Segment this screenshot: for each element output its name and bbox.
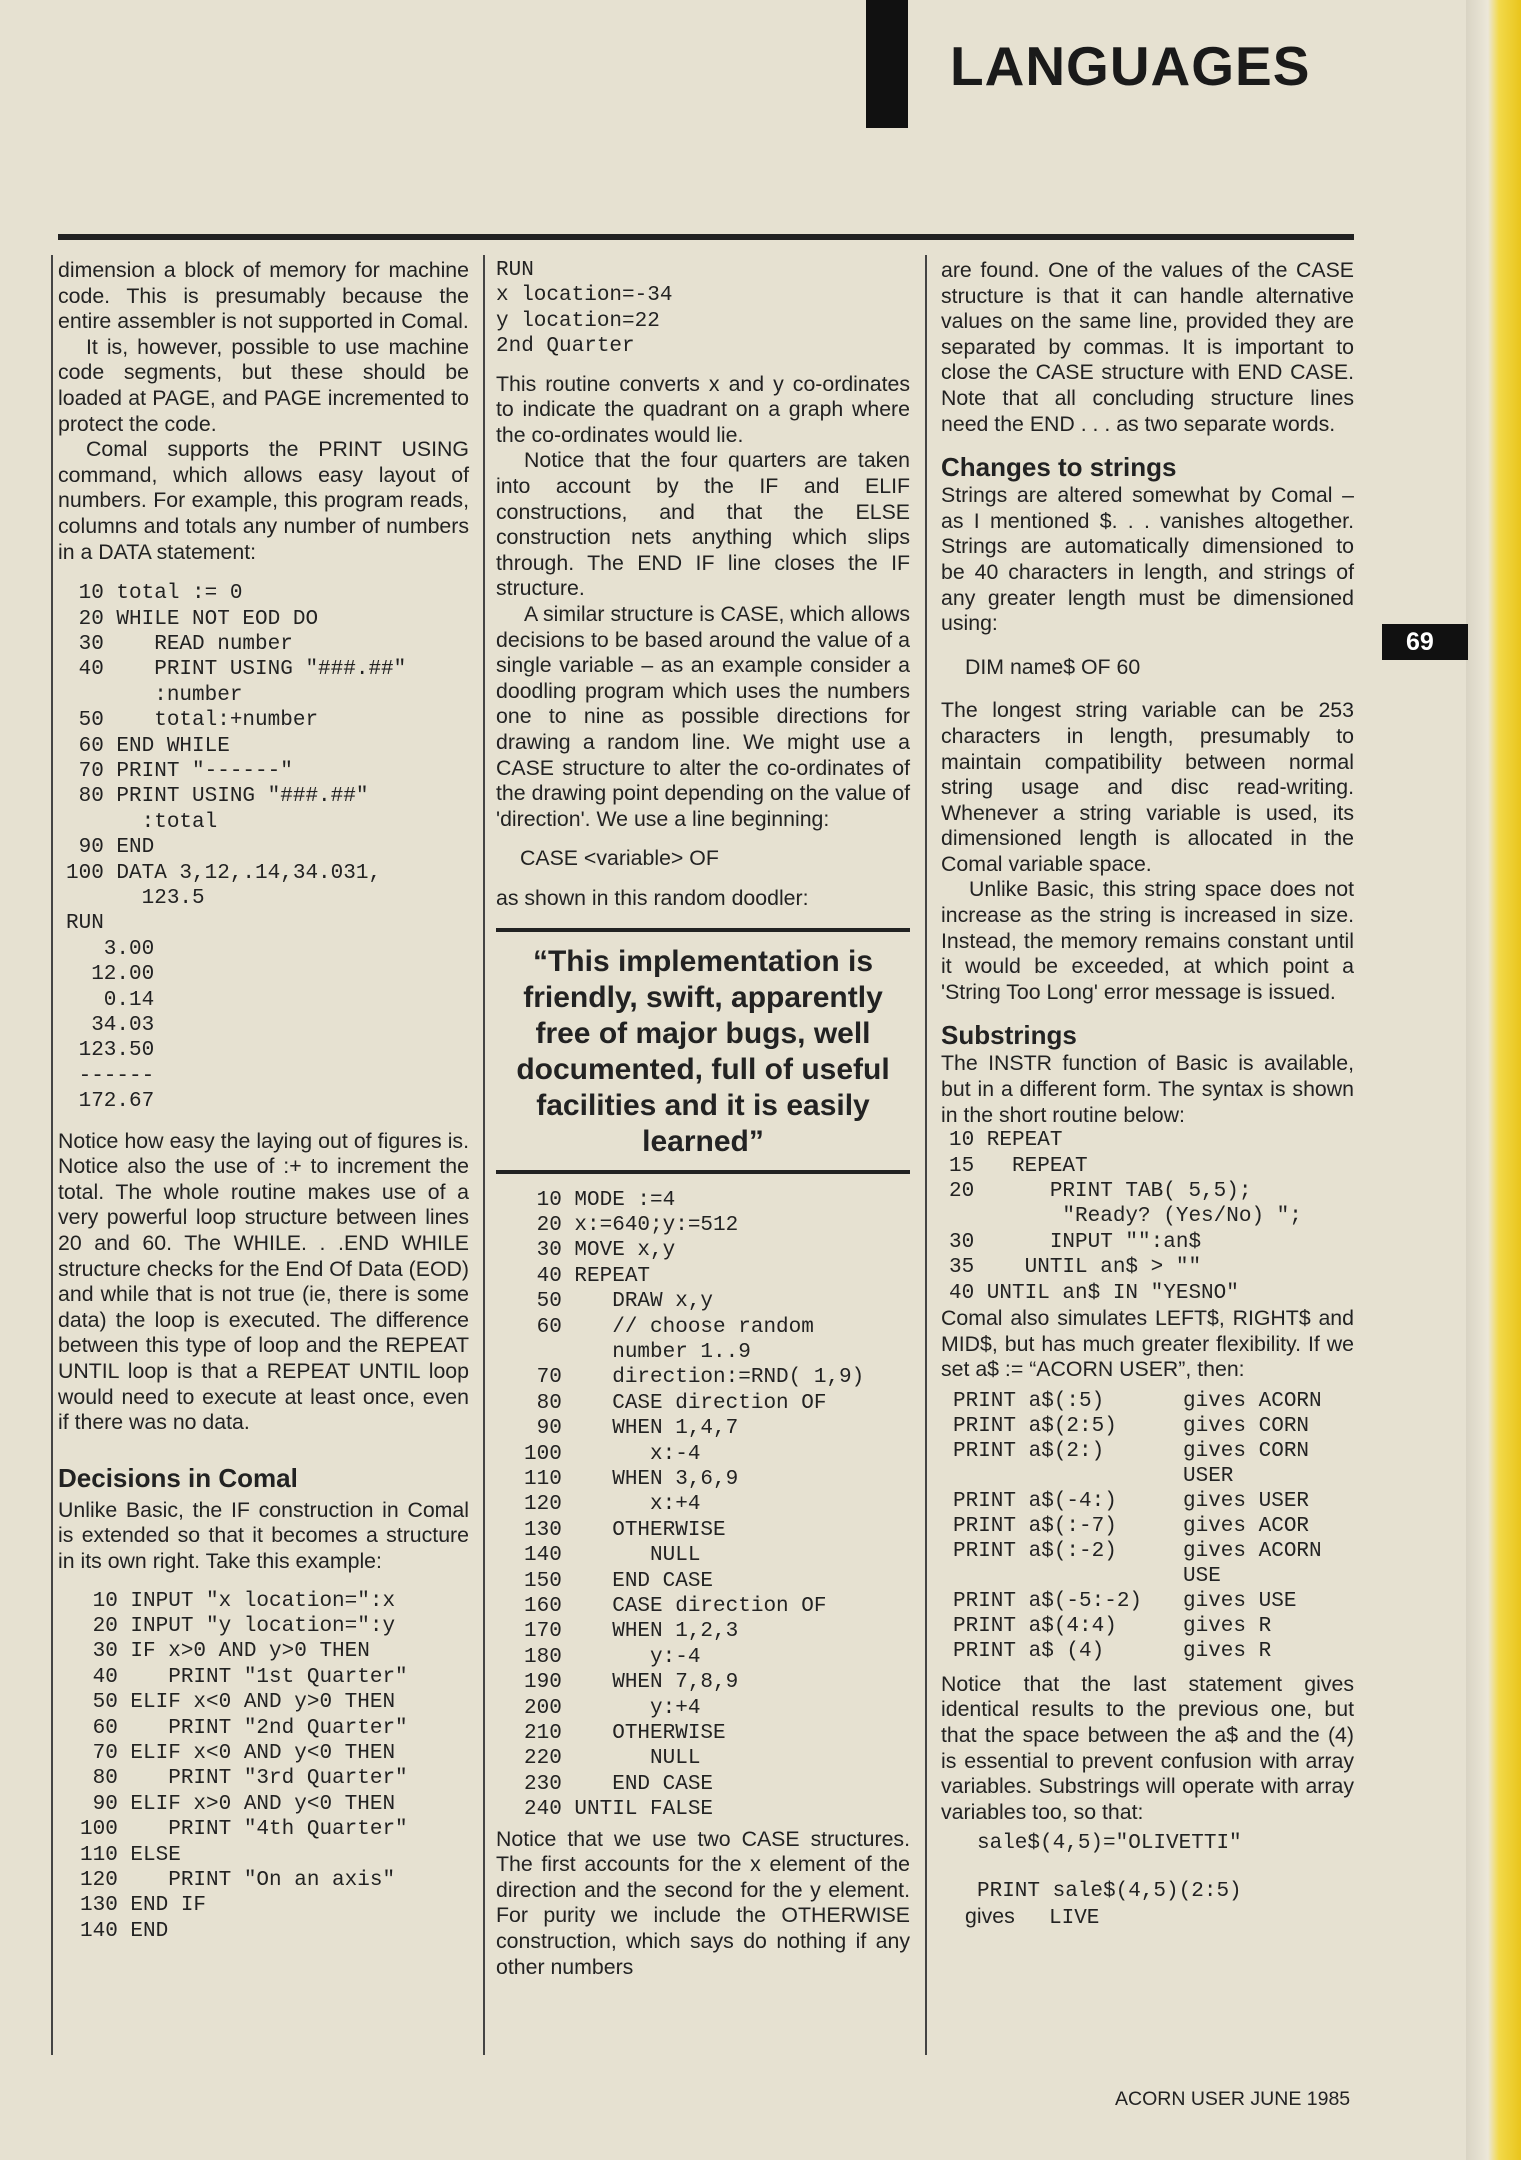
- code-line: 20 x:=640;y:=512: [524, 1213, 739, 1237]
- gives-row: [953, 1539, 1354, 1589]
- section-title: LANGUAGES: [950, 35, 1311, 97]
- code-line: 30 MOVE x,y: [524, 1239, 676, 1263]
- code-line: 50 ELIF x<0 AND y>0 THEN: [80, 1691, 396, 1715]
- substring-expression: PRINT a$(:-2): [953, 1539, 1117, 1563]
- pull-quote: “This implementation is friendly, swift, apparently free of major bugs, well documented, full of useful facilities and it is easily learned”: [496, 928, 910, 1174]
- code-line: 100 DATA 3,12,.14,34.031,: [66, 861, 382, 885]
- code-line: 200 y:+4: [524, 1696, 701, 1720]
- code-line: 10 total := 0: [66, 582, 243, 606]
- code-line: 2nd Quarter: [496, 335, 635, 359]
- paragraph: The longest string variable can be 253 characters in length, presumably to maintain compatibility between normal string usage and disc read-writing. Whenever a string variable is used, its dimensioned length is allocated in the Comal variable space.: [941, 698, 1354, 876]
- code-line: 190 WHEN 7,8,9: [524, 1671, 739, 1695]
- substring-expression: PRINT a$(4:4): [953, 1614, 1117, 1638]
- column-3: [941, 258, 1354, 1932]
- gives-row: [953, 1614, 1354, 1639]
- case-syntax-line: CASE <variable> OF: [520, 846, 719, 871]
- substring-gives-table: [941, 1389, 1354, 1664]
- paragraph: It is, however, possible to use machine code segments, but these should be loaded at PAGE, and PAGE incremented to protect the code.: [58, 334, 469, 436]
- column-2: [496, 258, 910, 1980]
- substring-result: gives ACORN USE: [1183, 1539, 1322, 1588]
- code-line: ------: [66, 1064, 155, 1088]
- gives-row: [953, 1589, 1354, 1614]
- code-line: 40 UNTIL an$ IN "YESNO": [949, 1281, 1239, 1305]
- paragraph: as shown in this random doodler:: [496, 885, 809, 910]
- run-output: [496, 258, 910, 360]
- paragraph: Unlike Basic, the IF construction in Comal is extended so that it becomes a structure in its own right. Take this example:: [58, 1497, 469, 1573]
- code-line: 180 y:-4: [524, 1645, 701, 1669]
- gives-word: gives: [965, 1904, 1015, 1929]
- column-rule-left: [51, 255, 53, 2055]
- code-line: :total: [66, 810, 218, 834]
- code-line: 60 // choose random: [524, 1315, 814, 1339]
- paragraph: Notice that we use two CASE structures. The first accounts for the x element of the direction and the second for the y element. For purity we include the OTHERWISE construction, which says do nothing if any other numbers: [496, 1826, 910, 1979]
- code-line: 100 PRINT "4th Quarter": [80, 1818, 408, 1842]
- gives-row: [953, 1489, 1354, 1514]
- code-line: :number: [66, 683, 243, 707]
- gives-row: [953, 1639, 1354, 1664]
- code-line: 70 PRINT "------": [66, 759, 293, 783]
- code-line: 150 END CASE: [524, 1569, 714, 1593]
- code-line: 120 PRINT "On an axis": [80, 1869, 396, 1893]
- code-listing-print-using: [58, 581, 469, 1115]
- paragraph: A similar structure is CASE, which allows decisions to be based around the value of a single variable – as an example consider a doodling program which uses the numbers one to nine as possible directions for drawing a random line. We might use a CASE structure to alter the co-ordinates of the drawing point depending on the value of 'direction'. We use a line beginning:: [496, 601, 910, 831]
- code-line: 40 PRINT "1st Quarter": [80, 1665, 408, 1689]
- code-line: 30 READ number: [66, 632, 293, 656]
- code-line: 70 ELIF x<0 AND y<0 THEN: [80, 1742, 396, 1765]
- code-line: 90 ELIF x>0 AND y<0 THEN: [80, 1792, 396, 1816]
- code-line: RUN: [496, 259, 534, 282]
- header-rule: [58, 234, 1354, 240]
- paragraph: Notice how easy the laying out of figures is. Notice also the use of :+ to increment the total. The whole routine makes use of a very powerful loop structure between lines 20 and 60. The WHILE. . .END WHILE structure checks for the End Of Data (EOD) and while that is not true (ie, there is some data) the loop is executed. The difference between this type of loop and the REPEAT UNTIL loop is that a REPEAT UNTIL loop would need to execute at least once, even if there was no data.: [58, 1128, 469, 1435]
- sale-assignment-line: sale$(4,5)="OLIVETTI": [977, 1832, 1242, 1856]
- code-line: 170 WHEN 1,2,3: [524, 1620, 739, 1644]
- page-edge: [1466, 0, 1521, 2160]
- section-heading: Substrings: [941, 1020, 1077, 1051]
- print-sale-line: PRINT sale$(4,5)(2:5): [977, 1879, 1242, 1903]
- substring-expression: PRINT a$(2:5): [953, 1414, 1117, 1438]
- code-line: 0.14: [66, 988, 155, 1012]
- substring-result: gives USE: [1183, 1589, 1297, 1613]
- code-line: 130 END IF: [80, 1894, 207, 1918]
- code-line: 10 REPEAT: [949, 1129, 1063, 1153]
- code-line: 230 END CASE: [524, 1772, 714, 1796]
- code-line: 210 OTHERWISE: [524, 1722, 726, 1746]
- paragraph: are found. One of the values of the CASE structure is that it can handle alternative values on the same line, provided they are separated by commas. It is important to close the CASE structure with END CASE. Note that all concluding structure lines need the END . . . as two separate words.: [941, 258, 1354, 436]
- code-listing-doodler: [496, 1188, 910, 1823]
- code-line: 80 CASE direction OF: [524, 1391, 827, 1415]
- column-1: [58, 258, 469, 1944]
- code-line: 140 END: [80, 1919, 169, 1943]
- code-line: 60 PRINT "2nd Quarter": [80, 1716, 408, 1740]
- substring-result: gives R: [1183, 1614, 1272, 1638]
- code-line: 160 CASE direction OF: [524, 1595, 827, 1618]
- substring-expression: PRINT a$(-5:-2): [953, 1589, 1143, 1613]
- code-line: 34.03: [66, 1014, 155, 1038]
- substring-result: gives USER: [1183, 1489, 1310, 1513]
- paragraph: dimension a block of memory for machine code. This is presumably because the entire assembler is not supported in Comal.: [58, 258, 469, 334]
- code-listing-instr: [941, 1128, 1354, 1306]
- column-rule-right: [925, 255, 927, 2055]
- code-line: 30 IF x>0 AND y>0 THEN: [80, 1640, 370, 1664]
- code-line: 50 total:+number: [66, 709, 319, 733]
- page-number-badge: 69: [1382, 624, 1468, 660]
- section-tab-bar: [866, 0, 908, 128]
- code-line: 10 INPUT "x location=":x: [80, 1589, 396, 1613]
- code-line: 20 PRINT TAB( 5,5);: [949, 1180, 1252, 1204]
- code-line: 3.00: [66, 937, 155, 961]
- code-line: 50 DRAW x,y: [524, 1290, 714, 1314]
- substring-expression: PRINT a$(2:): [953, 1439, 1105, 1463]
- substring-result: gives CORN: [1183, 1414, 1310, 1438]
- code-line: 40 REPEAT: [524, 1264, 651, 1288]
- substring-expression: PRINT a$ (4): [953, 1639, 1105, 1663]
- code-line: 110 WHEN 3,6,9: [524, 1467, 739, 1491]
- code-line: 90 WHEN 1,4,7: [524, 1417, 739, 1441]
- gives-row: [953, 1389, 1354, 1414]
- code-line: 110 ELSE: [80, 1843, 181, 1867]
- code-line: x location=-34: [496, 284, 673, 308]
- substring-result: gives ACOR: [1183, 1514, 1310, 1538]
- substring-result: gives ACORN: [1183, 1389, 1322, 1413]
- paragraph: Unlike Basic, this string space does not increase as the string is increased in size. Instead, the memory remains constant until it would be exceeded, at which point a 'String Too Long' error message is issued.: [941, 877, 1354, 1004]
- substring-result: gives R: [1183, 1639, 1272, 1663]
- code-line: 130 OTHERWISE: [524, 1518, 726, 1542]
- code-line: number 1..9: [524, 1340, 751, 1364]
- paragraph: This routine converts x and y co-ordinates to indicate the quadrant on a graph where the co-ordinates would lie.: [496, 371, 910, 447]
- paragraph: The INSTR function of Basic is available, but in a different form. The syntax is shown in the short routine below:: [941, 1051, 1354, 1127]
- substring-expression: PRINT a$(:5): [953, 1389, 1105, 1413]
- code-line: 120 x:+4: [524, 1493, 701, 1517]
- code-line: 123.50: [66, 1039, 155, 1063]
- paragraph: Comal supports the PRINT USING command, which allows easy layout of numbers. For example, this program reads, columns and totals any number of numbers in a DATA statement:: [58, 437, 469, 564]
- code-line: RUN: [66, 912, 104, 936]
- paragraph: Notice that the four quarters are taken into account by the IF and ELIF constructions, and that the ELSE construction nets anything which slips through. The END IF line closes the IF structure.: [496, 448, 910, 601]
- code-line: 12.00: [66, 963, 155, 987]
- substring-expression: PRINT a$(-4:): [953, 1489, 1117, 1513]
- code-line: 70 direction:=RND( 1,9): [524, 1366, 865, 1390]
- code-line: 80 PRINT "3rd Quarter": [80, 1767, 408, 1791]
- gives-result: LIVE: [1049, 1907, 1100, 1931]
- code-line: 20 WHILE NOT EOD DO: [66, 607, 319, 631]
- section-heading: Changes to strings: [941, 452, 1177, 483]
- gives-row: [953, 1514, 1354, 1539]
- code-line: 80 PRINT USING "###.##": [66, 785, 369, 809]
- code-line: 123.5: [66, 887, 205, 910]
- page-footer: ACORN USER JUNE 1985: [1115, 2088, 1351, 2110]
- section-heading: Decisions in Comal: [58, 1462, 298, 1493]
- gives-line: [941, 1904, 1354, 1931]
- code-line: 220 NULL: [524, 1747, 701, 1771]
- substring-expression: PRINT a$(:-7): [953, 1514, 1117, 1538]
- code-line: 172.67: [66, 1090, 155, 1114]
- code-line: 40 PRINT USING "###.##": [66, 658, 407, 682]
- code-line: 20 INPUT "y location=":y: [80, 1614, 396, 1638]
- code-line: 10 MODE :=4: [524, 1188, 676, 1212]
- substring-result: gives CORN USER: [1183, 1439, 1310, 1488]
- paragraph: Notice that the last statement gives identical results to the previous one, but that the space between the a$ and the (4) is essential to prevent confusion with array variables. Substrings will operate with array variables too, so that:: [941, 1671, 1354, 1824]
- code-line: y location=22: [496, 309, 660, 333]
- gives-row: [953, 1414, 1354, 1439]
- code-line: 90 END: [66, 836, 155, 860]
- code-line: 240 UNTIL FALSE: [524, 1798, 714, 1822]
- code-line: 35 UNTIL an$ > "": [949, 1256, 1202, 1280]
- gives-row: [953, 1439, 1354, 1489]
- code-listing-quadrant: [58, 1589, 469, 1945]
- code-line: 15 REPEAT: [949, 1154, 1088, 1178]
- paragraph: Comal also simulates LEFT$, RIGHT$ and MID$, but has much greater flexibility. If we set a$ := “ACORN USER”, then:: [941, 1306, 1354, 1382]
- code-line: 100 x:-4: [524, 1442, 701, 1466]
- code-line: 30 INPUT "":an$: [949, 1230, 1202, 1254]
- column-rule-middle: [483, 255, 485, 2055]
- paragraph: Strings are altered somewhat by Comal – as I mentioned $. . . vanishes altogether. Strings are automatically dimensioned to be 40 characters in length, and strings of any greater length must be dimensioned using:: [941, 483, 1354, 636]
- code-line: 140 NULL: [524, 1544, 701, 1568]
- code-line: "Ready? (Yes/No) ";: [949, 1205, 1302, 1229]
- dim-syntax-line: DIM name$ OF 60: [965, 654, 1141, 679]
- code-line: 60 END WHILE: [66, 734, 230, 758]
